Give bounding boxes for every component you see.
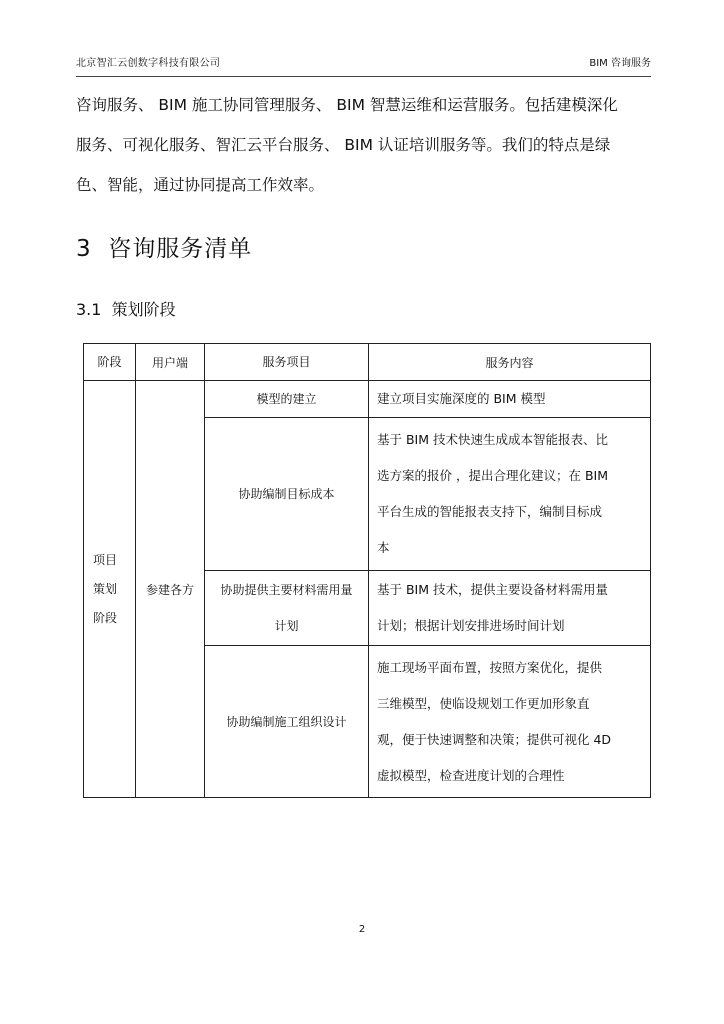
desc-cell [369,418,651,571]
section-number: 3 [76,236,92,262]
desc-line: 计划；根据计划安排进场时间计划 [377,618,565,633]
item-cell [205,381,369,418]
intro-line: 咨询服务、 BIM 施工协同管理服务、 BIM 智慧运维和运营服务。包括建模深化 [76,96,618,114]
section-title: 咨询服务清单 [108,236,253,262]
item-line: 协助编制施工组织设计 [226,714,347,729]
table-header-row [84,344,651,381]
header-item: 服务项目 [205,344,369,381]
header-doc-title: BIM 咨询服务 [589,58,651,69]
user-cell: 参建各方 [136,381,205,798]
header-company: 北京智汇云创数字科技有限公司 [76,58,221,69]
desc-line: 建立项目实施深度的 BIM 模型 [377,391,546,406]
desc-line: 施工现场平面布置，按照方案优化，提供 [377,659,603,675]
desc-line: 观，便于快速调整和决策；提供可视化 4D [377,731,612,747]
header-desc: 服务内容 [369,344,651,381]
desc-line: 基于 BIM 技术，提供主要设备材料需用量 [377,582,608,597]
item-cell [205,646,369,798]
page-number: 2 [358,924,366,935]
desc-line: 虚拟模型，检查进度计划的合理性 [377,767,565,783]
intro-line: 服务、可视化服务、智汇云平台服务、 BIM 认证培训服务等。我们的特点是绿 [76,136,611,154]
item-line: 模型的建立 [256,392,317,406]
item-line: 协助编制目标成本 [238,487,335,501]
subsection-number: 3.1 [76,300,102,319]
header-user: 用户端 [136,344,205,381]
stage-cell [84,381,136,798]
item-cell [205,571,369,646]
desc-line: 本 [377,540,390,555]
desc-line: 基于 BIM 技术快速生成成本智能报表、比 [377,432,608,447]
desc-line: 三维模型，使临设规划工作更加形象直 [377,695,590,711]
desc-cell [369,381,651,418]
intro-paragraph [76,85,656,205]
item-line: 协助提供主要材料需用量 [220,583,353,597]
desc-line: 选方案的报价 ，提出合理化建议；在 BIM [377,468,608,483]
intro-line: 色、智能，通过协同提高工作效率。 [76,176,325,194]
desc-cell [369,646,651,798]
service-table [83,343,651,798]
header-stage: 阶段 [84,344,136,381]
stage-line: 策划 [93,581,118,596]
header-rule [76,76,651,77]
subsection-heading [76,297,176,320]
desc-line: 平台生成的智能报表支持下，编制目标成 [377,504,603,519]
section-heading [76,230,252,263]
stage-line: 项目 [93,552,118,567]
subsection-title: 策划阶段 [111,300,176,319]
stage-line: 阶段 [93,610,118,625]
table-row [84,381,651,418]
item-cell [205,418,369,571]
item-line: 计划 [274,619,299,633]
desc-cell [369,571,651,646]
